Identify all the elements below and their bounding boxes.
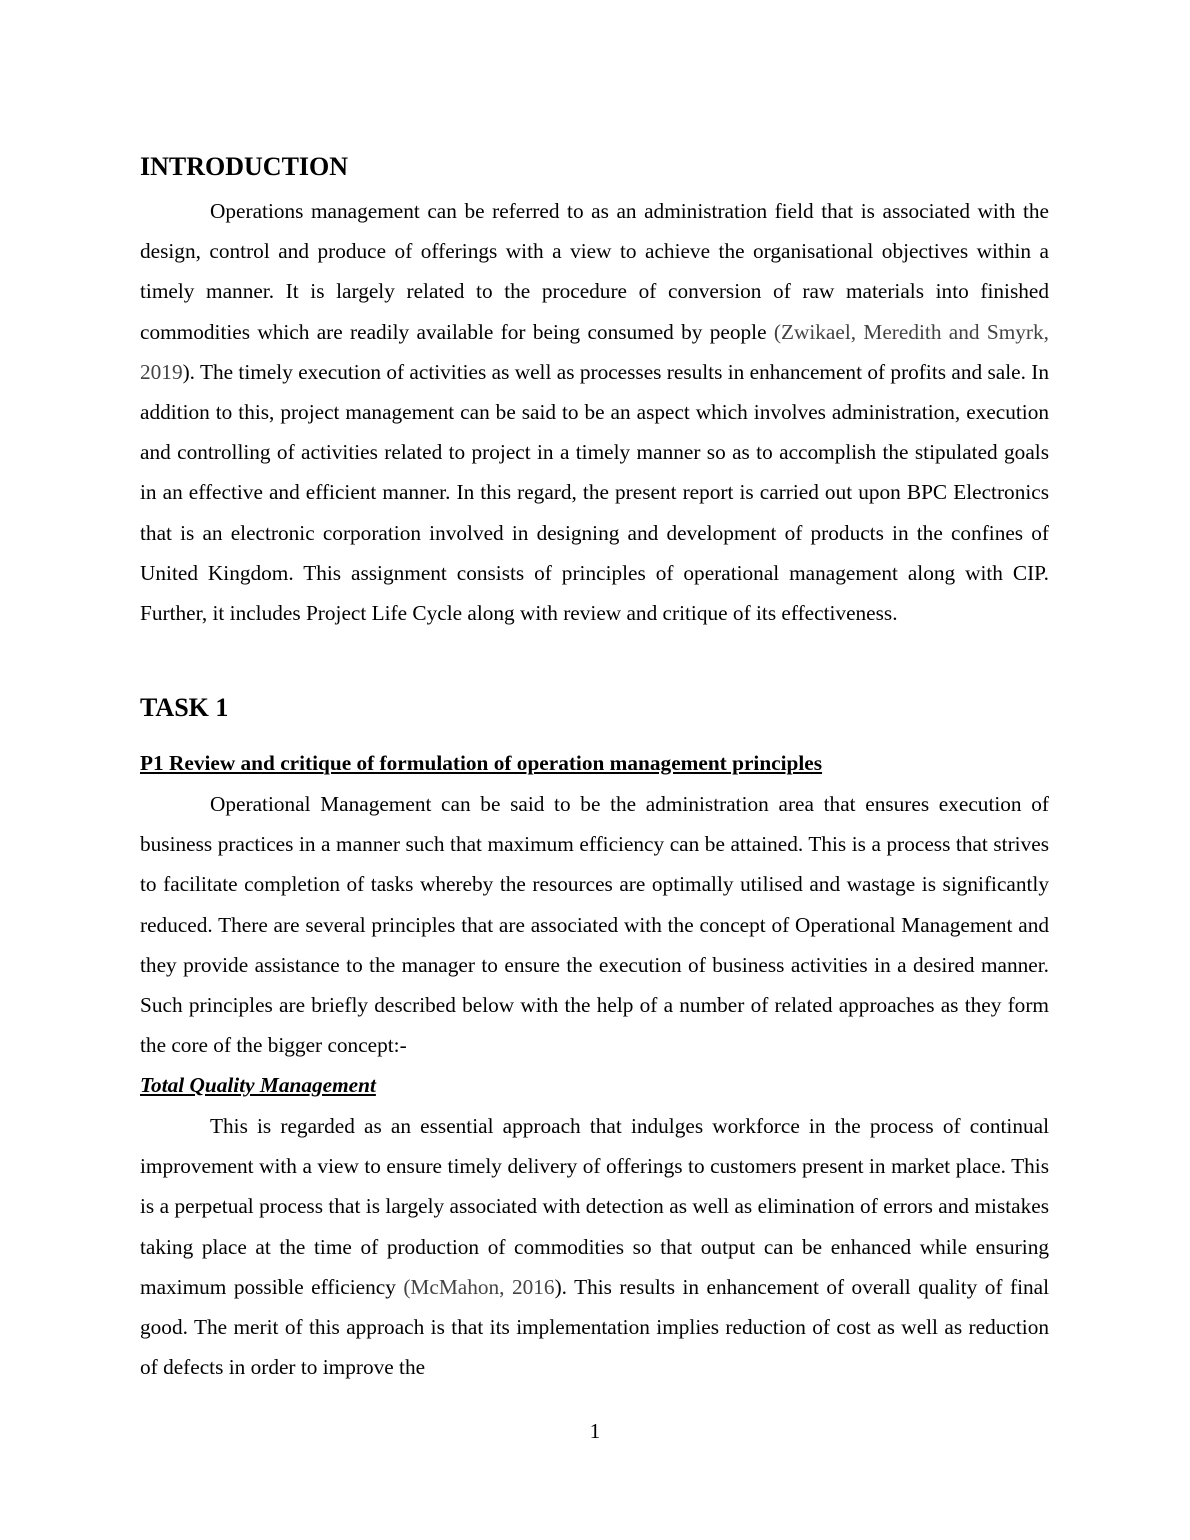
introduction-text-a: Operations management can be referred to as an administration field that is associated with the design, control and produce of offerings with a view to achieve the organisational objectives within a timely manner. It is largely related to the procedure of conversion of raw materials into finished commodities which are readily available for being consumed by people: [140, 199, 1049, 344]
tqm-subheading: Total Quality Management: [140, 1073, 376, 1097]
introduction-text-b: ). The timely execution of activities as well as processes results in enhancement of profits and sale. In addition to this, project management can be said to be an aspect which involves administration, execution and controlling of activities related to project in a timely manner so as to accomplish the stipulated goals in an effective and efficient manner. In this regard, the present report is carried out upon BPC Electronics that is an electronic corporation involved in designing and development of products in the confines of United Kingdom. This assignment consists of principles of operational management along with CIP. Further, it includes Project Life Cycle along with review and critique of its effectiveness.: [140, 359, 1049, 626]
task1-heading: TASK 1: [140, 693, 229, 722]
operational-management-text: Operational Management can be said to be the administration area that ensures execution of business practices in a manner such that maximum efficiency can be attained. This is a process that strives to facilitate completion of tasks whereby the resources are optimally utilised and wastage is significantly reduced. There are several principles that are associated with the concept of Operational Management and they provide assistance to the manager to ensure the execution of business activities in a desired manner. Such principles are briefly described below with the help of a number of related approaches as they form the core of the bigger concept:-: [140, 792, 1049, 1058]
introduction-paragraph: [140, 191, 1049, 633]
citation-mcmahon: (McMahon, 2016: [403, 1274, 555, 1299]
operational-management-paragraph: [140, 784, 1049, 1065]
page-number: 1: [589, 1419, 601, 1443]
tqm-paragraph: [140, 1106, 1049, 1387]
citation-zwikael: (Zwikael, Meredith and Smyrk, 2019: [140, 319, 1049, 384]
introduction-heading: INTRODUCTION: [140, 152, 349, 181]
tqm-text-b: ). This results in enhancement of overall quality of final good. The merit of this approach is that its implementation implies reduction of cost as well as reduction of defects in order to improve the: [140, 1274, 1050, 1380]
tqm-text-a: This is regarded as an essential approach that indulges workforce in the process of continual improvement with a view to ensure timely delivery of offerings to customers present in market place. This is a perpetual process that is largely associated with detection as well as elimination of errors and mistakes taking place at the time of production of commodities so that output can be enhanced while ensuring maximum possible efficiency: [140, 1114, 1049, 1299]
p1-subheading: P1 Review and critique of formulation of operation management principles: [140, 751, 823, 775]
